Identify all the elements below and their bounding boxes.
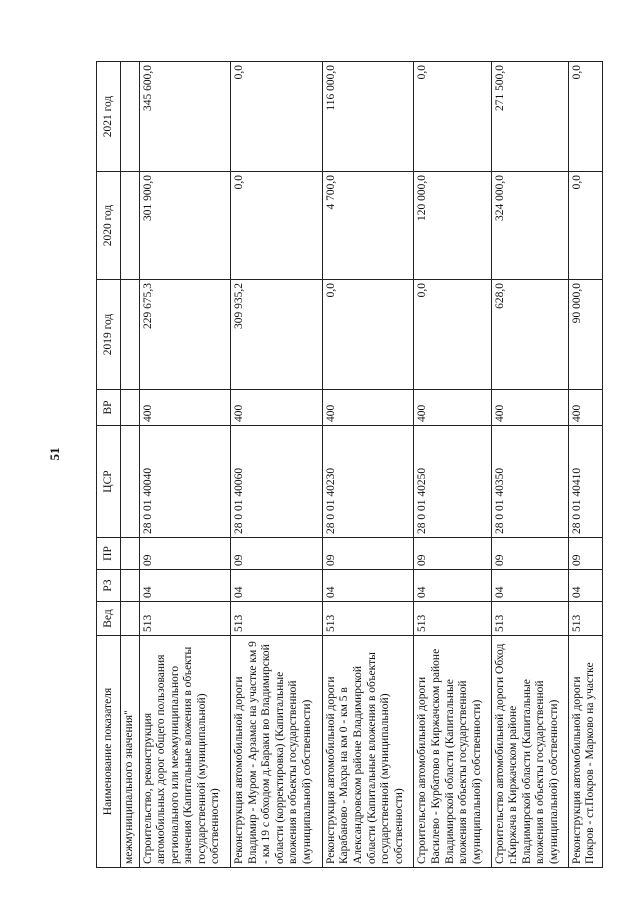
row-vr: 400 xyxy=(414,390,491,426)
row-ved: 513 xyxy=(231,602,323,636)
row-ved: 513 xyxy=(139,602,231,636)
row-2020: 4 700,0 xyxy=(322,172,414,280)
row-pr: 09 xyxy=(231,538,323,570)
row-vr: 400 xyxy=(139,390,231,426)
row-vr: 400 xyxy=(231,390,323,426)
row-2020: 324 000,0 xyxy=(491,172,568,280)
row-2021: 0,0 xyxy=(414,62,491,172)
header-vr: ВР xyxy=(97,390,121,426)
row-2021: 0,0 xyxy=(231,62,323,172)
table-row xyxy=(491,62,568,868)
row-csr: 28 0 01 40230 xyxy=(322,426,414,538)
row-rz: 04 xyxy=(414,570,491,602)
row-2020: 0,0 xyxy=(231,172,323,280)
row-2019: 0,0 xyxy=(322,280,414,390)
row-2019: 0,0 xyxy=(414,280,491,390)
row-vr: 400 xyxy=(491,390,568,426)
header-name: Наименование показателя xyxy=(97,636,121,868)
row-rz: 04 xyxy=(322,570,414,602)
table-row xyxy=(139,62,231,868)
row-csr: 28 0 01 40060 xyxy=(231,426,323,538)
row-ved: 513 xyxy=(491,602,568,636)
budget-table-container xyxy=(96,62,603,868)
table-row-continuation xyxy=(121,62,140,868)
row-2019: 90 000,0 xyxy=(568,280,602,390)
row-rz: 04 xyxy=(139,570,231,602)
row-pr: 09 xyxy=(139,538,231,570)
header-rz: РЗ xyxy=(97,570,121,602)
header-ved: Вед xyxy=(97,602,121,636)
header-2019: 2019 год xyxy=(97,280,121,390)
row-2019: 229 675,3 xyxy=(139,280,231,390)
table-row xyxy=(322,62,414,868)
continuation-text: межмуниципального значения" xyxy=(121,636,140,868)
table-row xyxy=(414,62,491,868)
row-2021: 345 600,0 xyxy=(139,62,231,172)
row-2020: 120 000,0 xyxy=(414,172,491,280)
header-pr: ПР xyxy=(97,538,121,570)
budget-table xyxy=(96,61,603,868)
row-rz: 04 xyxy=(491,570,568,602)
row-2021: 0,0 xyxy=(568,62,602,172)
row-name: Строительство, реконструкция автомобильных дорог общего пользования регионального или межмуниципального значения (Капитальные вложения в объекты государственной (муниципальной) собственности) xyxy=(139,636,231,868)
row-rz: 04 xyxy=(231,570,323,602)
row-2020: 0,0 xyxy=(568,172,602,280)
row-pr: 09 xyxy=(568,538,602,570)
row-csr: 28 0 01 40250 xyxy=(414,426,491,538)
header-csr: ЦСР xyxy=(97,426,121,538)
row-vr: 400 xyxy=(568,390,602,426)
row-2019: 309 935,2 xyxy=(231,280,323,390)
table-row xyxy=(568,62,602,868)
table-row xyxy=(231,62,323,868)
row-csr: 28 0 01 40040 xyxy=(139,426,231,538)
row-ved: 513 xyxy=(414,602,491,636)
row-ved: 513 xyxy=(568,602,602,636)
row-2019: 628,0 xyxy=(491,280,568,390)
row-name: Реконструкция автомобильной дороги Покров - ст.Покров - Марково на участке xyxy=(568,636,602,868)
row-name: Строительство автомобильной дороги Василево - Курбатово в Киржачском районе Владимирской области (Капитальные вложения в объекты государственной (муниципальной) собственности) xyxy=(414,636,491,868)
row-ved: 513 xyxy=(322,602,414,636)
page-number: 51 xyxy=(47,447,62,461)
row-2021: 116 000,0 xyxy=(322,62,414,172)
row-name: Реконструкция автомобильной дороги Карабаново - Махра на км 0 - км 5 в Александровском районе Владимирской области (Капитальные вложения в объекты государственной (муниципальной) собственности) xyxy=(322,636,414,868)
header-2020: 2020 год xyxy=(97,172,121,280)
row-pr: 09 xyxy=(491,538,568,570)
row-pr: 09 xyxy=(414,538,491,570)
row-2021: 271 500,0 xyxy=(491,62,568,172)
row-rz: 04 xyxy=(568,570,602,602)
row-csr: 28 0 01 40410 xyxy=(568,426,602,538)
row-vr: 400 xyxy=(322,390,414,426)
row-name: Строительство автомобильной дороги Обход г.Киржача в Киржачском районе Владимирской области (Капитальные вложения в объекты государственной (муниципальной) собственности) xyxy=(491,636,568,868)
row-pr: 09 xyxy=(322,538,414,570)
row-name: Реконструкция автомобильной дороги Владимир - Муром - Арзамас на участке км 9 - км 19 с обходом д.Бараки во Владимирской области (корректировка) (Капитальные вложения в объекты государственной (муниципальной) собственности) xyxy=(231,636,323,868)
table-header-row xyxy=(97,62,121,868)
header-2021: 2021 год xyxy=(97,62,121,172)
row-2020: 301 900,0 xyxy=(139,172,231,280)
row-csr: 28 0 01 40350 xyxy=(491,426,568,538)
